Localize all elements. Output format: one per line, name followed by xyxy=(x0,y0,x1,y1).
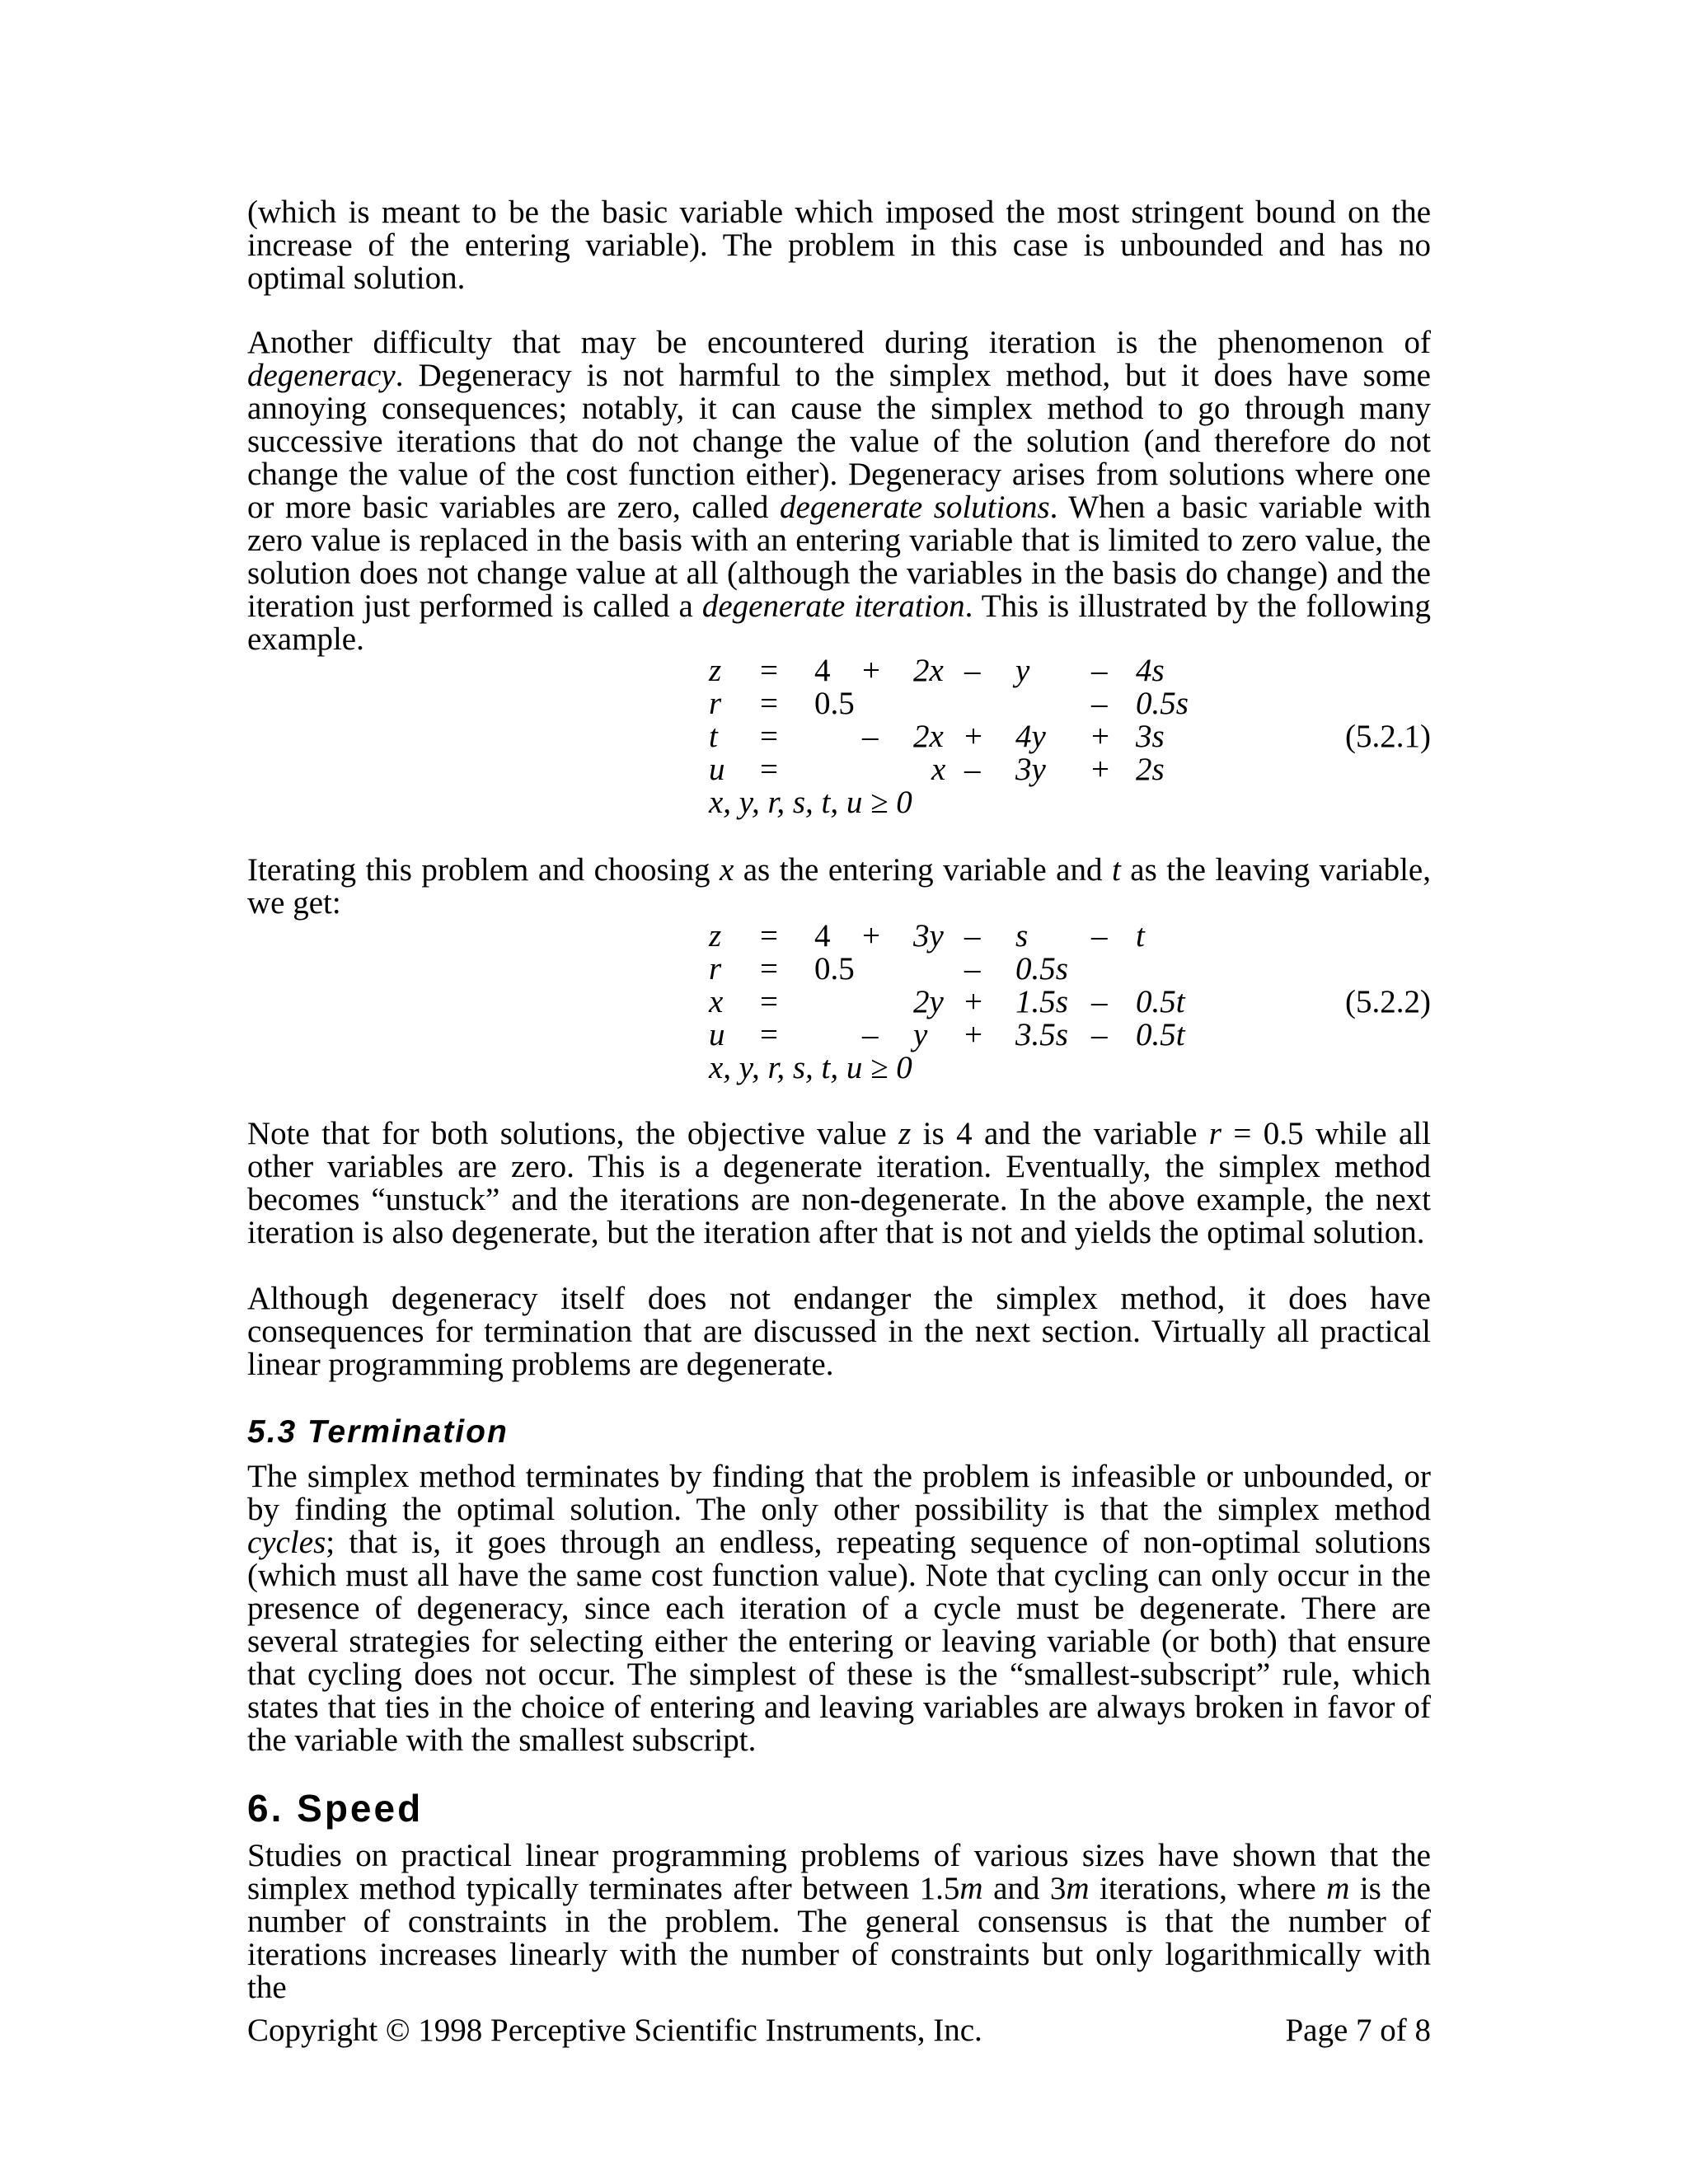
equation-row: z = 4 + 3y – s – t xyxy=(709,918,1145,954)
equation-constraint: x, y, r, s, t, u ≥ 0 xyxy=(709,785,912,820)
page-number: Page 7 of 8 xyxy=(1285,2013,1431,2048)
section-heading-termination: 5.3 Termination xyxy=(247,1414,509,1450)
term-degenerate-solutions: degenerate solutions xyxy=(779,490,1050,525)
paragraph-degeneracy: Another difficulty that may be encountered during iteration is the phenomenon of degeneracy. Degeneracy is not harmful to the simplex method, but it does have some annoying consequences; notably, it can cause the simplex method to go through many successive iterations that do not change the value of the solution (and therefore do not change the value of the cost function either). Degeneracy arises from solutions where one or more basic variables are zero, called degenerate solutions. When a basic variable with zero value is replaced in the basis with an entering variable that is limited to zero value, the solution does not change value at all (although the variables in the basis do change) and the iteration just performed is called a degenerate iteration. This is illustrated by the following example. xyxy=(247,325,1431,657)
term-cycles: cycles xyxy=(247,1525,326,1560)
copyright-notice: Copyright © 1998 Perceptive Scientific Instruments, Inc. xyxy=(247,2013,982,2048)
equation-number: (5.2.2) xyxy=(1345,984,1431,1019)
paragraph-note: Note that for both solutions, the objective value z is 4 and the variable r = 0.5 while all other variables are zero. This is a degenerate iteration. Eventually, the simplex method becomes “unstuck” and the iterations are non-degenerate. In the above example, the next iteration is also degenerate, but the iteration after that is not and yields the optimal solution. xyxy=(247,1116,1432,1250)
equation-row: z = 4 + 2x – y – 4s xyxy=(709,653,1165,688)
term-degeneracy: degeneracy xyxy=(247,358,396,393)
equation-row: t = – 2x + 4y + 3s xyxy=(709,719,1165,754)
equation-row: u = – y + 3.5s – 0.5t xyxy=(709,1017,1185,1052)
section-heading-speed: 6. Speed xyxy=(247,1787,424,1830)
equation-row: u = x – 3y + 2s xyxy=(709,752,1165,787)
paragraph-unbounded: (which is meant to be the basic variable which imposed the most stringent bound on the increase of the entering variable). The problem in this case is unbounded and has no optimal solution. xyxy=(247,194,1431,296)
paragraph-although: Although degeneracy itself does not endanger the simplex method, it does have consequences for termination that are discussed in the next section. Virtually all practical linear programming problems are degenerate. xyxy=(247,1281,1431,1382)
equation-row: r = 0.5 – 0.5s xyxy=(709,686,1189,721)
paragraph-speed: Studies on practical linear programming problems of various sizes have shown that the simplex method typically terminates after between 1.5m and 3m iterations, where m is the number of constraints in the problem. The general consensus is that the number of iterations increases linearly with the number of constraints but only logarithmically with the xyxy=(247,1838,1431,2005)
equation-row: x = 2y + 1.5s – 0.5t xyxy=(709,984,1185,1019)
equation-row: r = 0.5 – 0.5s xyxy=(709,951,1068,987)
paragraph-iterating: Iterating this problem and choosing x as the entering variable and t as the leaving variable, we get: xyxy=(247,852,1431,921)
paragraph-termination: The simplex method terminates by finding that the problem is infeasible or unbounded, or by finding the optimal solution. The only other possibility is that the simplex method cycles; that is, it goes through an endless, repeating sequence of non-optimal solutions (which must all have the same cost function value). Note that cycling can only occur in the presence of degeneracy, since each iteration of a cycle must be degenerate. There are several strategies for selecting either the entering or leaving variable (or both) that ensure that cycling does not occur. The simplest of these is the “smallest-subscript” rule, which states that ties in the choice of entering and leaving variables are always broken in favor of the variable with the smallest subscript. xyxy=(247,1459,1431,1758)
equation-number: (5.2.1) xyxy=(1345,719,1431,754)
equation-constraint: x, y, r, s, t, u ≥ 0 xyxy=(709,1050,912,1085)
term-degenerate-iteration: degenerate iteration xyxy=(701,588,965,624)
